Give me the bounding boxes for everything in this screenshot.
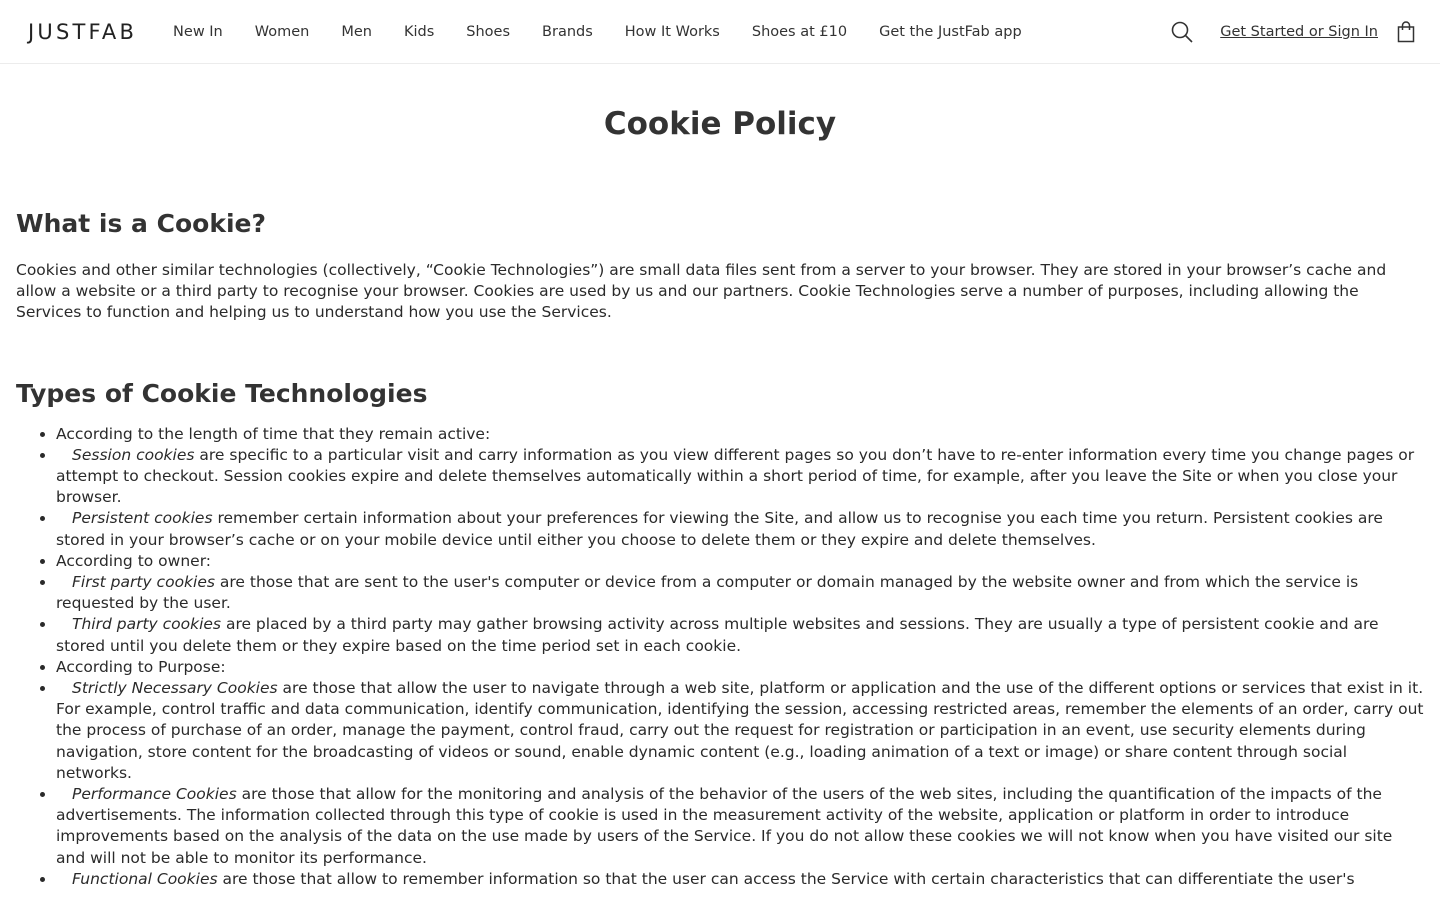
list-item-text: According to the length of time that they remain active: — [56, 424, 491, 443]
main-nav — [173, 24, 1054, 40]
list-item-term: Third party cookies — [72, 615, 222, 634]
list-item — [56, 678, 1424, 784]
list-item-text: are specific to a particular visit and carry information as you view different pages so you don’t have to re-enter information every time you change pages or attempt to checkout. Session cookies expire and delete themselves automatically within a short period of time, for example, after you leave the Site or when you close your browser. — [56, 445, 1415, 507]
section-heading-what-is-cookie: What is a Cookie? — [16, 209, 266, 238]
list-item — [56, 445, 1424, 509]
nav-kids[interactable]: Kids — [403, 23, 435, 40]
nav-shoes[interactable]: Shoes — [466, 23, 511, 40]
nav-get-app[interactable]: Get the JustFab app — [879, 23, 1022, 40]
search-icon[interactable] — [1170, 20, 1194, 44]
shopping-bag-icon[interactable] — [1396, 21, 1416, 43]
site-header — [0, 0, 1440, 64]
list-item — [56, 572, 1424, 614]
signin-link[interactable]: Get Started or Sign In — [1220, 24, 1378, 40]
list-item — [56, 508, 1424, 550]
nav-new-in[interactable]: New In — [173, 23, 223, 40]
list-item-text: According to owner: — [56, 551, 212, 570]
list-item — [56, 784, 1424, 869]
list-item-term: Performance Cookies — [72, 785, 237, 804]
list-item — [56, 424, 1424, 445]
section-text-what-is-cookie: Cookies and other similar technologies (collectively, “Cookie Technologies”) are small data files sent from a server to your browser. They are stored in your browser’s cache and allow a website or a third party to recognise your browser. Cookies are used by us and our partners. Cookie Technologies serve a number of purposes, including allowing the Services to function and helping us to understand how you use the Services. — [16, 261, 1387, 322]
list-item-term: Functional Cookies — [72, 869, 218, 888]
list-item-term: Persistent cookies — [72, 509, 213, 528]
page-title: Cookie Policy — [603, 106, 837, 142]
list-item-text: are those that allow the user to navigate through a web site, platform or application and the use of the different options or services that exist in it. For example, control traffic and data communication, identify communication, identifying the session, accessing restricted areas, remember the elements of an order, carry out the process of purchase of an order, manage the payment, control fraud, carry out the request for registration or participation in an event, use security elements during navigation, store content for the broadcasting of videos or sound, enable dynamic content (e.g., loading animation of a text or image) or share content through social networks. — [56, 679, 1424, 782]
list-item-term: First party cookies — [72, 573, 215, 592]
nav-men[interactable]: Men — [341, 23, 372, 40]
section-heading-types: Types of Cookie Technologies — [16, 378, 428, 408]
list-item — [56, 657, 1424, 678]
nav-brands[interactable]: Brands — [542, 23, 593, 40]
list-item-term: Session cookies — [72, 445, 195, 464]
list-item — [56, 551, 1424, 572]
list-item-text: remember certain information about your preferences for viewing the Site, and allow us to recognise you each time you return. Persistent cookies are stored in your browser’s cache or on your mobile device until either you choose to delete them or they expire and delete themselves. — [56, 509, 1383, 549]
list-item-text: are placed by a third party may gather browsing activity across multiple websites and sessions. They are usually a type of persistent cookie and are stored until you delete them or they expire based on the time period set in each cookie. — [56, 615, 1379, 655]
nav-how-it-works[interactable]: How It Works — [624, 23, 720, 40]
list-item-text: are those that allow to remember information so that the user can access the Service with certain characteristics that can differentiate the user's — [217, 869, 1355, 888]
header-actions — [1170, 0, 1416, 64]
list-item — [56, 869, 1424, 890]
nav-women[interactable]: Women — [254, 23, 310, 40]
list-item-term: Strictly Necessary Cookies — [72, 679, 278, 698]
list-item-text: According to Purpose: — [56, 657, 226, 676]
list-item-text: are those that allow for the monitoring and analysis of the behavior of the users of the web sites, including the quantification of the impacts of the advertisements. The information collected through this type of cookie is used in the measurement activity of the website, application or platform in order to introduce improvements based on the analysis of the data on the use made by users of the Service. If you do not allow these cookies we will not know when you have visited our site and will not be able to monitor its performance. — [56, 785, 1393, 867]
cookie-policy-content — [0, 104, 1440, 890]
nav-shoes-at-10[interactable]: Shoes at £10 — [751, 23, 848, 40]
list-item-text: are those that are sent to the user's computer or device from a computer or domain managed by the website owner and from which the service is requested by the user. — [56, 573, 1359, 613]
justfab-logo[interactable]: JUSTFAB — [28, 19, 138, 44]
cookie-types-list — [16, 424, 1424, 890]
list-item — [56, 614, 1424, 656]
